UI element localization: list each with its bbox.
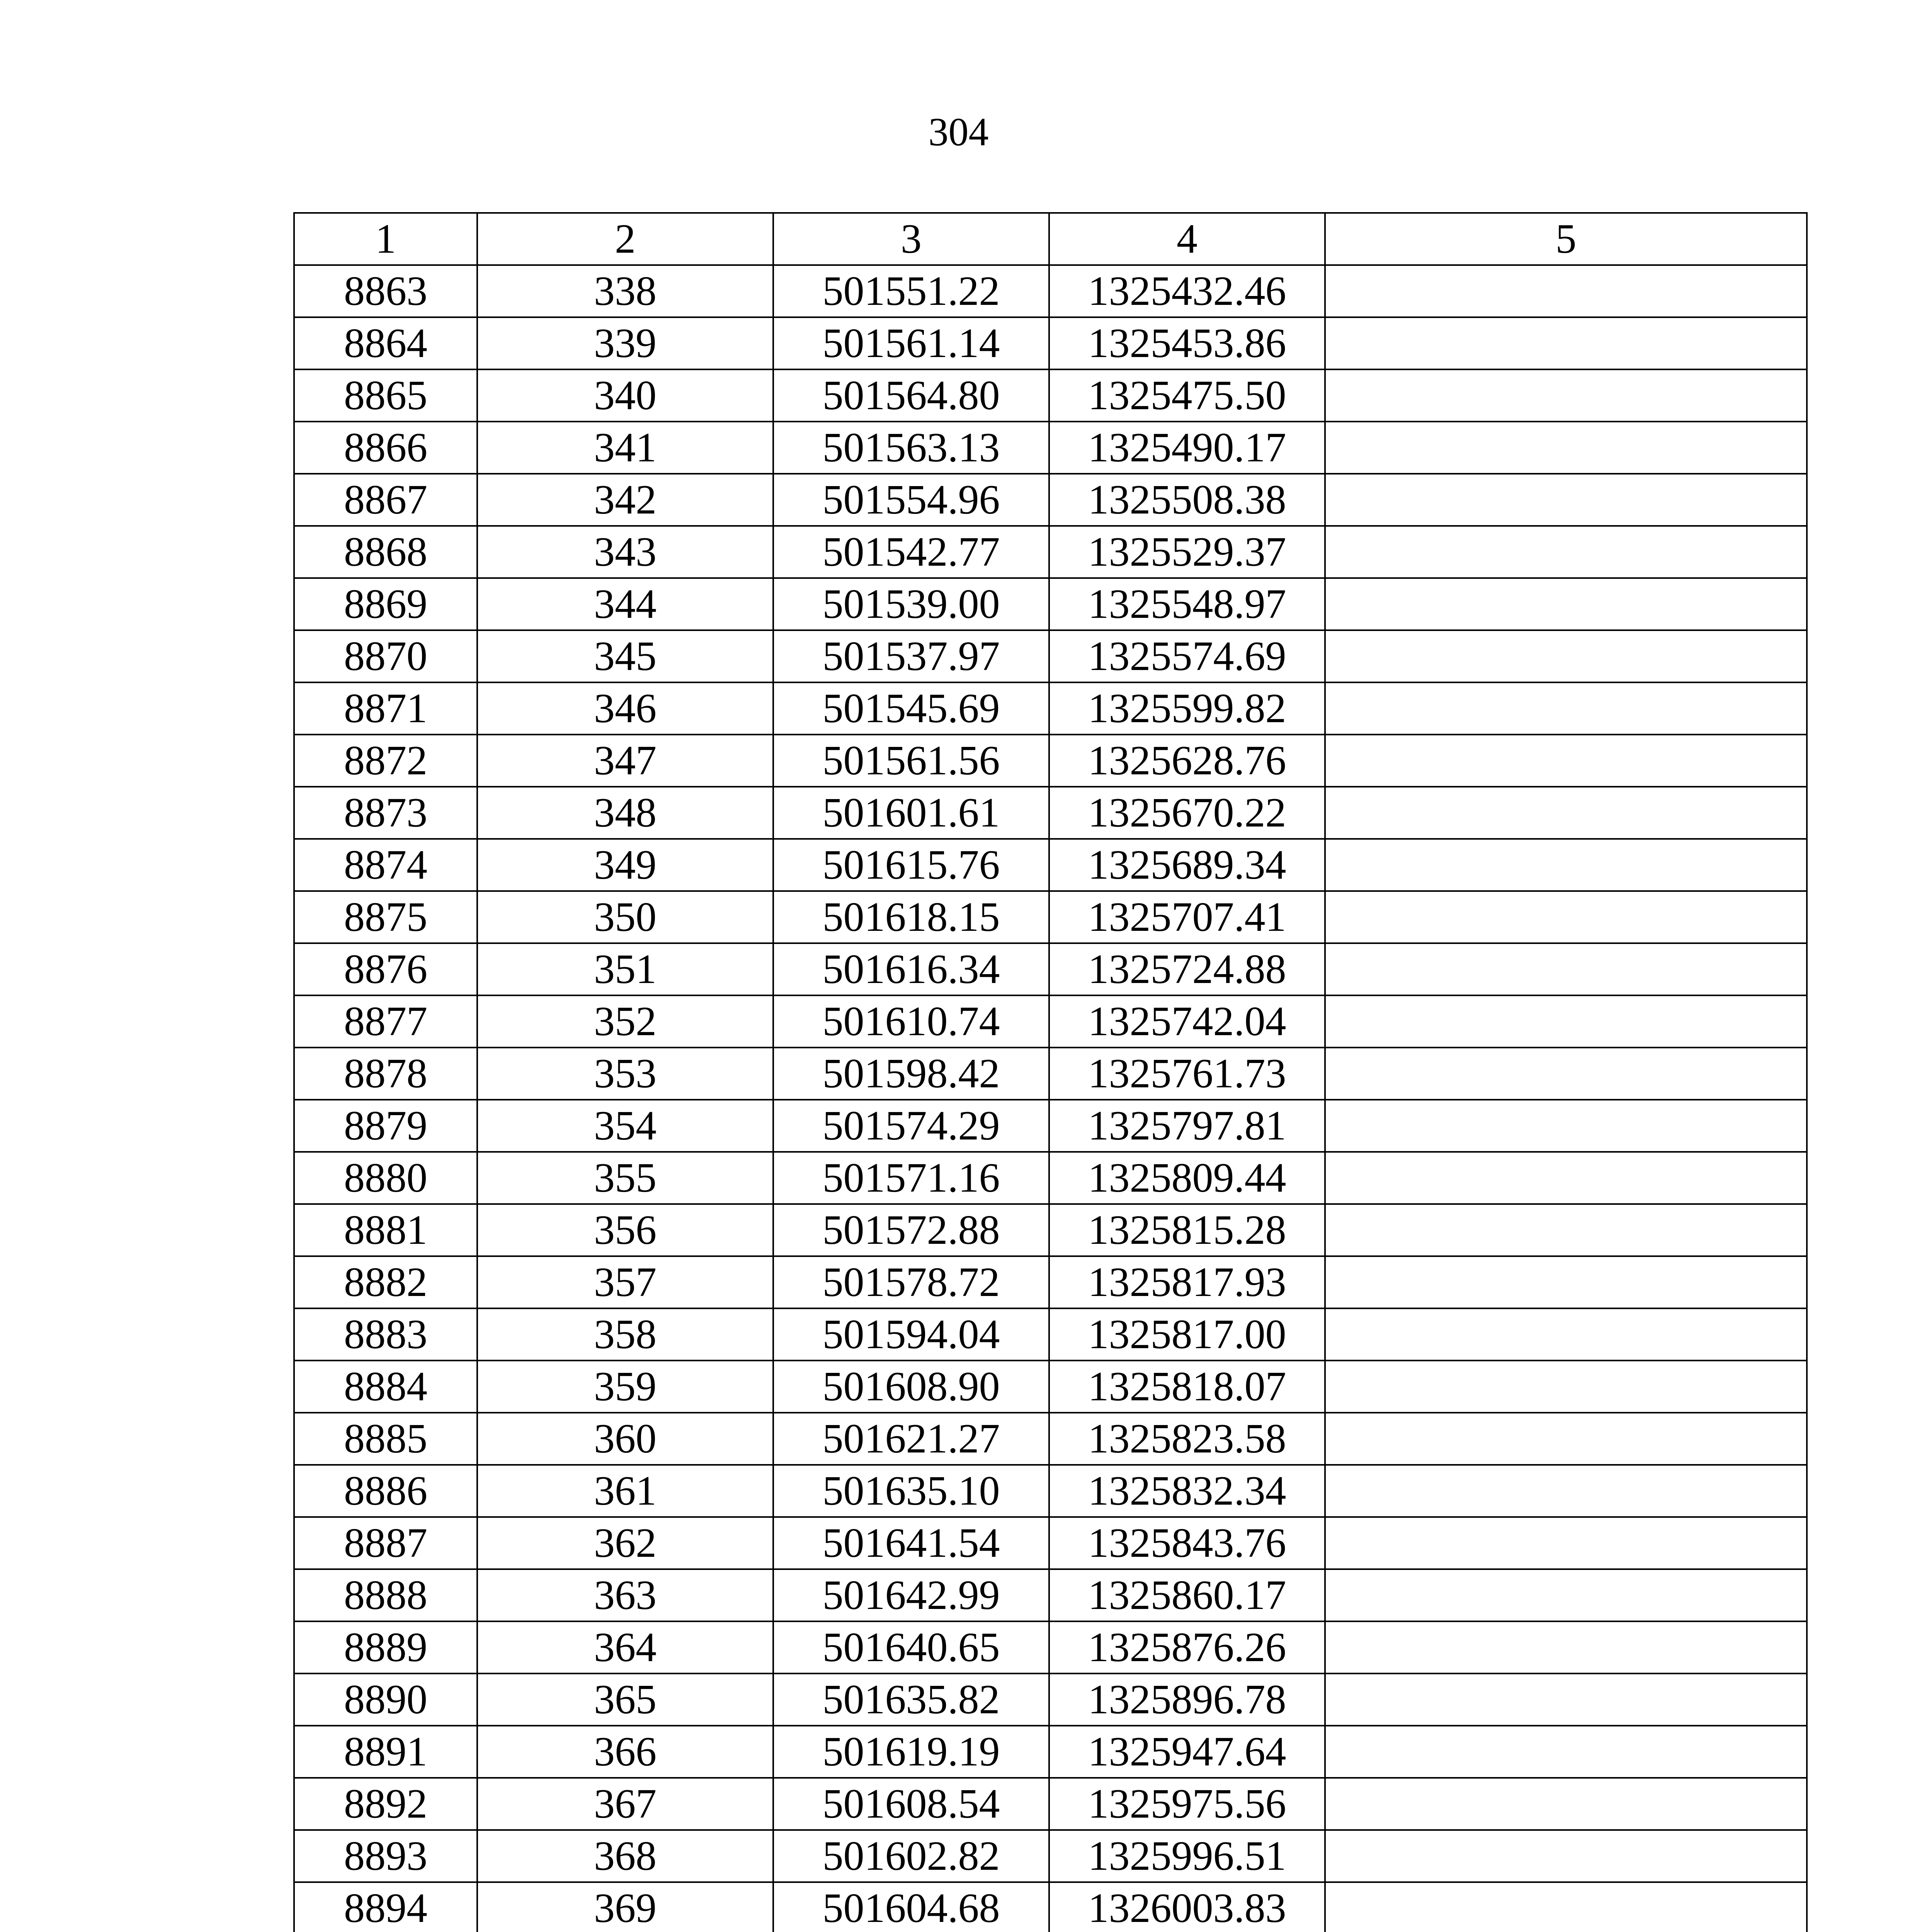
- table-row: [294, 1256, 1807, 1308]
- header-cell-4: 4: [1049, 213, 1325, 265]
- table-cell-col-4: 1325432.46: [1049, 265, 1325, 317]
- table-cell-col-1: 8882: [294, 1256, 477, 1308]
- table-cell-col-5: [1325, 943, 1807, 995]
- table-cell-col-1: 8883: [294, 1308, 477, 1361]
- table-cell-col-1: 8881: [294, 1204, 477, 1256]
- table-cell-col-4: 1325809.44: [1049, 1152, 1325, 1204]
- table-cell-col-3: 501610.74: [773, 995, 1049, 1048]
- table-row: [294, 787, 1807, 839]
- table-cell-col-2: 355: [477, 1152, 773, 1204]
- table-cell-col-2: 339: [477, 317, 773, 369]
- table-cell-col-3: 501564.80: [773, 369, 1049, 422]
- table-cell-col-5: [1325, 265, 1807, 317]
- table-cell-col-1: 8884: [294, 1361, 477, 1413]
- table-cell-col-2: 363: [477, 1569, 773, 1621]
- table-cell-col-4: 1325689.34: [1049, 839, 1325, 891]
- table-cell-col-1: 8867: [294, 474, 477, 526]
- table-cell-col-2: 347: [477, 735, 773, 787]
- table-row: [294, 1204, 1807, 1256]
- table-cell-col-3: 501608.54: [773, 1778, 1049, 1830]
- table-cell-col-5: [1325, 1100, 1807, 1152]
- table-row: [294, 422, 1807, 474]
- table-cell-col-5: [1325, 1621, 1807, 1673]
- table-cell-col-3: 501641.54: [773, 1517, 1049, 1569]
- table-cell-col-1: 8875: [294, 891, 477, 943]
- table-cell-col-3: 501537.97: [773, 630, 1049, 682]
- table-cell-col-5: [1325, 787, 1807, 839]
- table-cell-col-4: 1325475.50: [1049, 369, 1325, 422]
- table-cell-col-5: [1325, 369, 1807, 422]
- table-cell-col-3: 501574.29: [773, 1100, 1049, 1152]
- table-cell-col-5: [1325, 474, 1807, 526]
- table-row: [294, 1465, 1807, 1517]
- table-cell-col-3: 501563.13: [773, 422, 1049, 474]
- table-cell-col-4: 1325832.34: [1049, 1465, 1325, 1517]
- table-cell-col-2: 338: [477, 265, 773, 317]
- table-row: [294, 891, 1807, 943]
- table-cell-col-2: 362: [477, 1517, 773, 1569]
- table-header: [294, 213, 1807, 265]
- table-row: [294, 735, 1807, 787]
- table-cell-col-4: 1325490.17: [1049, 422, 1325, 474]
- table-cell-col-1: 8879: [294, 1100, 477, 1152]
- table-cell-col-5: [1325, 1361, 1807, 1413]
- table-cell-col-2: 354: [477, 1100, 773, 1152]
- table-cell-col-1: 8863: [294, 265, 477, 317]
- table-cell-col-2: 369: [477, 1882, 773, 1932]
- table-cell-col-4: 1325508.38: [1049, 474, 1325, 526]
- table-cell-col-1: 8870: [294, 630, 477, 682]
- table-cell-col-4: 1325896.78: [1049, 1673, 1325, 1726]
- table-cell-col-1: 8887: [294, 1517, 477, 1569]
- table-cell-col-4: 1325548.97: [1049, 578, 1325, 630]
- table-cell-col-4: 1325823.58: [1049, 1413, 1325, 1465]
- table-cell-col-3: 501616.34: [773, 943, 1049, 995]
- table-cell-col-1: 8869: [294, 578, 477, 630]
- table-cell-col-4: 1325707.41: [1049, 891, 1325, 943]
- table-cell-col-5: [1325, 1569, 1807, 1621]
- table-cell-col-1: 8886: [294, 1465, 477, 1517]
- table-cell-col-1: 8868: [294, 526, 477, 578]
- table-cell-col-2: 360: [477, 1413, 773, 1465]
- table-cell-col-5: [1325, 1413, 1807, 1465]
- table-body: [294, 265, 1807, 1932]
- table-row: [294, 1517, 1807, 1569]
- table-cell-col-5: [1325, 1152, 1807, 1204]
- table-cell-col-2: 343: [477, 526, 773, 578]
- table-cell-col-1: 8892: [294, 1778, 477, 1830]
- table-cell-col-5: [1325, 1778, 1807, 1830]
- table-row: [294, 1778, 1807, 1830]
- table-cell-col-2: 357: [477, 1256, 773, 1308]
- table-row: [294, 1621, 1807, 1673]
- table-row: [294, 1882, 1807, 1932]
- table-cell-col-3: 501618.15: [773, 891, 1049, 943]
- table-cell-col-2: 366: [477, 1726, 773, 1778]
- table-cell-col-3: 501598.42: [773, 1048, 1049, 1100]
- table-cell-col-3: 501642.99: [773, 1569, 1049, 1621]
- table-cell-col-5: [1325, 1830, 1807, 1882]
- table-cell-col-3: 501554.96: [773, 474, 1049, 526]
- table-cell-col-5: [1325, 578, 1807, 630]
- table-cell-col-1: 8874: [294, 839, 477, 891]
- table-row: [294, 474, 1807, 526]
- table-row: [294, 1100, 1807, 1152]
- table-cell-col-3: 501578.72: [773, 1256, 1049, 1308]
- table-cell-col-5: [1325, 839, 1807, 891]
- table-cell-col-3: 501601.61: [773, 787, 1049, 839]
- table-row: [294, 1830, 1807, 1882]
- table-cell-col-5: [1325, 682, 1807, 735]
- table-cell-col-4: 1325817.93: [1049, 1256, 1325, 1308]
- table-cell-col-4: 1325947.64: [1049, 1726, 1325, 1778]
- table-cell-col-2: 345: [477, 630, 773, 682]
- table-row: [294, 1726, 1807, 1778]
- table-cell-col-5: [1325, 526, 1807, 578]
- table-cell-col-1: 8893: [294, 1830, 477, 1882]
- table-cell-col-2: 350: [477, 891, 773, 943]
- header-cell-5: 5: [1325, 213, 1807, 265]
- page-number: 304: [928, 110, 989, 154]
- header-row: [294, 213, 1807, 265]
- table-cell-col-1: 8871: [294, 682, 477, 735]
- table-cell-col-4: 1325599.82: [1049, 682, 1325, 735]
- table-cell-col-3: 501619.19: [773, 1726, 1049, 1778]
- table-cell-col-1: 8891: [294, 1726, 477, 1778]
- table-cell-col-3: 501604.68: [773, 1882, 1049, 1932]
- table-cell-col-2: 356: [477, 1204, 773, 1256]
- table-cell-col-2: 367: [477, 1778, 773, 1830]
- table-cell-col-2: 351: [477, 943, 773, 995]
- table-cell-col-4: 1325529.37: [1049, 526, 1325, 578]
- table-cell-col-5: [1325, 1673, 1807, 1726]
- table-cell-col-5: [1325, 891, 1807, 943]
- table-cell-col-1: 8864: [294, 317, 477, 369]
- table-cell-col-3: 501621.27: [773, 1413, 1049, 1465]
- table-row: [294, 578, 1807, 630]
- table-row: [294, 1673, 1807, 1726]
- table-cell-col-2: 348: [477, 787, 773, 839]
- table-cell-col-3: 501635.82: [773, 1673, 1049, 1726]
- table-cell-col-5: [1325, 735, 1807, 787]
- table-cell-col-4: 1325843.76: [1049, 1517, 1325, 1569]
- table-cell-col-4: 1325761.73: [1049, 1048, 1325, 1100]
- table-cell-col-2: 346: [477, 682, 773, 735]
- table-cell-col-1: 8880: [294, 1152, 477, 1204]
- table-cell-col-2: 361: [477, 1465, 773, 1517]
- table-cell-col-3: 501561.14: [773, 317, 1049, 369]
- table-cell-col-3: 501542.77: [773, 526, 1049, 578]
- table-cell-col-4: 1325996.51: [1049, 1830, 1325, 1882]
- table-cell-col-2: 368: [477, 1830, 773, 1882]
- table-cell-col-1: 8876: [294, 943, 477, 995]
- table-cell-col-1: 8872: [294, 735, 477, 787]
- table-row: [294, 369, 1807, 422]
- table-cell-col-5: [1325, 1256, 1807, 1308]
- table-cell-col-3: 501571.16: [773, 1152, 1049, 1204]
- table-cell-col-3: 501615.76: [773, 839, 1049, 891]
- table-cell-col-3: 501572.88: [773, 1204, 1049, 1256]
- table-row: [294, 1413, 1807, 1465]
- table-cell-col-3: 501561.56: [773, 735, 1049, 787]
- header-cell-1: 1: [294, 213, 477, 265]
- table-cell-col-2: 344: [477, 578, 773, 630]
- table-cell-col-5: [1325, 630, 1807, 682]
- table-row: [294, 839, 1807, 891]
- table-cell-col-5: [1325, 1204, 1807, 1256]
- table-cell-col-3: 501640.65: [773, 1621, 1049, 1673]
- table-cell-col-1: 8866: [294, 422, 477, 474]
- table-row: [294, 943, 1807, 995]
- table-cell-col-1: 8878: [294, 1048, 477, 1100]
- table-cell-col-2: 364: [477, 1621, 773, 1673]
- table-cell-col-1: 8890: [294, 1673, 477, 1726]
- table-cell-col-4: 1325670.22: [1049, 787, 1325, 839]
- table-cell-col-2: 353: [477, 1048, 773, 1100]
- table-cell-col-2: 349: [477, 839, 773, 891]
- table-cell-col-4: 1325817.00: [1049, 1308, 1325, 1361]
- table-row: [294, 995, 1807, 1048]
- table-cell-col-5: [1325, 1465, 1807, 1517]
- table-cell-col-3: 501594.04: [773, 1308, 1049, 1361]
- table-cell-col-1: 8873: [294, 787, 477, 839]
- table-cell-col-5: [1325, 1726, 1807, 1778]
- table-cell-col-3: 501635.10: [773, 1465, 1049, 1517]
- table-cell-col-5: [1325, 995, 1807, 1048]
- table-row: [294, 1361, 1807, 1413]
- table-cell-col-1: 8888: [294, 1569, 477, 1621]
- table-cell-col-5: [1325, 1882, 1807, 1932]
- table-cell-col-5: [1325, 1517, 1807, 1569]
- table-cell-col-1: 8877: [294, 995, 477, 1048]
- table-cell-col-4: 1325724.88: [1049, 943, 1325, 995]
- table-row: [294, 1152, 1807, 1204]
- table-cell-col-4: 1325453.86: [1049, 317, 1325, 369]
- table-cell-col-1: 8865: [294, 369, 477, 422]
- table-cell-col-2: 341: [477, 422, 773, 474]
- table-cell-col-4: 1325975.56: [1049, 1778, 1325, 1830]
- table-cell-col-4: 1325797.81: [1049, 1100, 1325, 1152]
- table-cell-col-3: 501539.00: [773, 578, 1049, 630]
- header-cell-2: 2: [477, 213, 773, 265]
- table-cell-col-5: [1325, 317, 1807, 369]
- table-cell-col-2: 359: [477, 1361, 773, 1413]
- table-cell-col-4: 1325815.28: [1049, 1204, 1325, 1256]
- table-cell-col-4: 1326003.83: [1049, 1882, 1325, 1932]
- table-cell-col-5: [1325, 422, 1807, 474]
- table-cell-col-3: 501608.90: [773, 1361, 1049, 1413]
- table-cell-col-4: 1325574.69: [1049, 630, 1325, 682]
- table-row: [294, 1308, 1807, 1361]
- table-cell-col-1: 8894: [294, 1882, 477, 1932]
- table-cell-col-1: 8885: [294, 1413, 477, 1465]
- table-cell-col-5: [1325, 1048, 1807, 1100]
- table-cell-col-4: 1325860.17: [1049, 1569, 1325, 1621]
- table-cell-col-1: 8889: [294, 1621, 477, 1673]
- table-cell-col-3: 501551.22: [773, 265, 1049, 317]
- table-row: [294, 265, 1807, 317]
- table-cell-col-2: 352: [477, 995, 773, 1048]
- table-row: [294, 682, 1807, 735]
- table-row: [294, 317, 1807, 369]
- table-cell-col-4: 1325876.26: [1049, 1621, 1325, 1673]
- table-cell-col-4: 1325742.04: [1049, 995, 1325, 1048]
- header-cell-3: 3: [773, 213, 1049, 265]
- table-row: [294, 630, 1807, 682]
- coordinate-table: [293, 212, 1808, 1932]
- table-cell-col-2: 340: [477, 369, 773, 422]
- table-cell-col-2: 365: [477, 1673, 773, 1726]
- table-row: [294, 526, 1807, 578]
- table-cell-col-4: 1325818.07: [1049, 1361, 1325, 1413]
- table-cell-col-2: 342: [477, 474, 773, 526]
- table-cell-col-5: [1325, 1308, 1807, 1361]
- table-cell-col-3: 501545.69: [773, 682, 1049, 735]
- table-cell-col-3: 501602.82: [773, 1830, 1049, 1882]
- table-row: [294, 1569, 1807, 1621]
- table-row: [294, 1048, 1807, 1100]
- table-cell-col-4: 1325628.76: [1049, 735, 1325, 787]
- table-cell-col-2: 358: [477, 1308, 773, 1361]
